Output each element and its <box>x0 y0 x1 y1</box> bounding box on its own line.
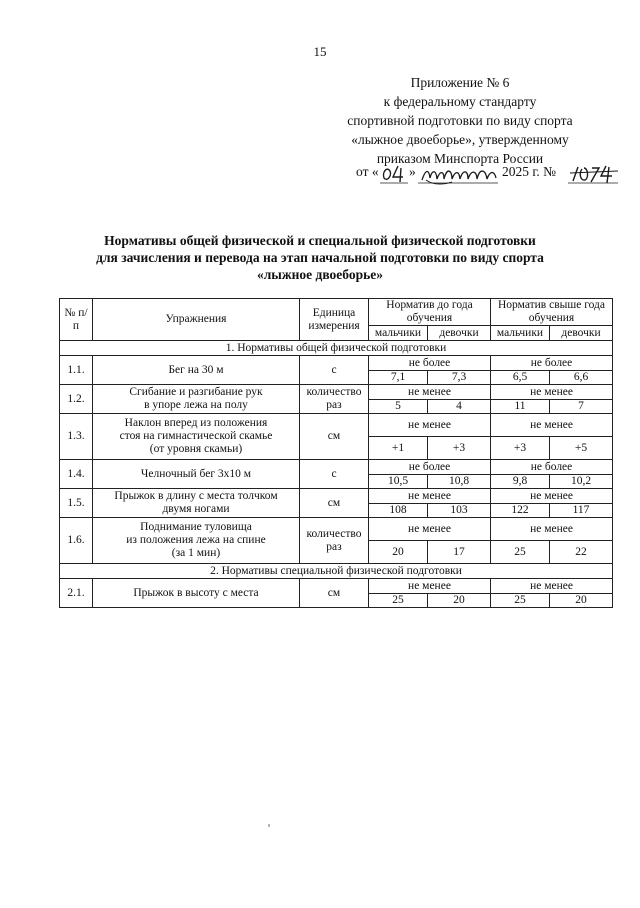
header-first-year: Норматив до года обучения <box>369 299 491 326</box>
condition-over-year: не менее <box>491 518 613 541</box>
header-girls: девочки <box>550 326 613 341</box>
value-girls-first-year: 7,3 <box>428 371 491 385</box>
table-row <box>60 489 613 504</box>
exercise-name: Сгибание и разгибание рук в упоре лежа на полу <box>93 385 300 414</box>
header-boys: мальчики <box>369 326 428 341</box>
unit-cell: см <box>300 414 369 460</box>
order-prefix: от « <box>356 164 379 179</box>
table-row <box>60 579 613 594</box>
table-row <box>60 385 613 400</box>
title-line: «лыжное двоеборье» <box>256 267 384 282</box>
appendix-line: к федеральному стандарту <box>383 94 537 109</box>
value-boys-over-year: 25 <box>491 541 550 564</box>
row-number: 1.3. <box>60 414 93 460</box>
value-girls-over-year: 10,2 <box>550 475 613 489</box>
condition-over-year: не более <box>491 460 613 475</box>
title-line: для зачисления и перевода на этап начальной подготовки по виду спорта <box>96 250 544 265</box>
row-number: 2.1. <box>60 579 93 608</box>
order-handwriting <box>356 164 626 190</box>
condition-first-year: не менее <box>369 518 491 541</box>
exercise-name: Прыжок в длину с места толчком двумя ногами <box>93 489 300 518</box>
value-girls-over-year: 20 <box>550 594 613 608</box>
value-girls-first-year: 17 <box>428 541 491 564</box>
value-boys-first-year: 5 <box>369 400 428 414</box>
value-boys-over-year: 122 <box>491 504 550 518</box>
value-girls-first-year: 4 <box>428 400 491 414</box>
exercise-name: Наклон вперед из положения стоя на гимнастической скамье (от уровня скамьи) <box>93 414 300 460</box>
appendix-line: приказом Минспорта России <box>376 151 544 166</box>
condition-first-year: не менее <box>369 579 491 594</box>
header-unit: Единица измерения <box>300 299 369 341</box>
value-girls-first-year: 10,8 <box>428 475 491 489</box>
condition-first-year: не менее <box>369 385 491 400</box>
order-year: 2025 г. № <box>502 164 557 179</box>
condition-first-year: не менее <box>369 414 491 437</box>
value-boys-over-year: 25 <box>491 594 550 608</box>
value-boys-first-year: +1 <box>369 437 428 460</box>
signature-day-stroke <box>384 169 391 179</box>
header-girls: девочки <box>428 326 491 341</box>
exercise-name: Бег на 30 м <box>93 356 300 385</box>
row-number: 1.4. <box>60 460 93 489</box>
document-title <box>40 232 600 283</box>
appendix-header <box>300 73 620 168</box>
section-row <box>60 341 613 356</box>
row-number: 1.1. <box>60 356 93 385</box>
value-girls-over-year: 7 <box>550 400 613 414</box>
value-girls-over-year: 117 <box>550 504 613 518</box>
condition-over-year: не более <box>491 356 613 371</box>
value-girls-over-year: 22 <box>550 541 613 564</box>
value-girls-first-year: 103 <box>428 504 491 518</box>
unit-cell: с <box>300 460 369 489</box>
section-title: 1. Нормативы общей физической подготовки <box>60 341 613 356</box>
condition-first-year: не менее <box>369 489 491 504</box>
value-boys-over-year: 6,5 <box>491 371 550 385</box>
appendix-line: Приложение № 6 <box>410 75 510 90</box>
table-row <box>60 414 613 437</box>
table-row <box>60 356 613 371</box>
unit-cell: с <box>300 356 369 385</box>
condition-over-year: не менее <box>491 414 613 437</box>
row-number: 1.5. <box>60 489 93 518</box>
table-row <box>60 460 613 475</box>
appendix-line: спортивной подготовки по виду спорта <box>347 113 573 128</box>
header-number: № п/п <box>60 299 93 341</box>
value-boys-over-year: 11 <box>491 400 550 414</box>
page-number: 15 <box>313 44 327 59</box>
section-row <box>60 564 613 579</box>
unit-cell: см <box>300 489 369 518</box>
condition-over-year: не менее <box>491 385 613 400</box>
value-boys-first-year: 10,5 <box>369 475 428 489</box>
condition-over-year: не менее <box>491 579 613 594</box>
unit-cell: см <box>300 579 369 608</box>
table-row <box>60 518 613 541</box>
condition-first-year: не более <box>369 356 491 371</box>
exercise-name: Челночный бег 3х10 м <box>93 460 300 489</box>
unit-cell: количество раз <box>300 518 369 564</box>
value-boys-first-year: 7,1 <box>369 371 428 385</box>
value-boys-first-year: 108 <box>369 504 428 518</box>
title-line: Нормативы общей физической и специальной физической подготовки <box>104 233 536 248</box>
appendix-line: «лыжное двоеборье», утвержденному <box>351 132 569 147</box>
scan-speck <box>268 824 270 827</box>
header-over-year: Норматив свыше года обучения <box>491 299 613 326</box>
norms-table <box>59 298 613 608</box>
condition-first-year: не более <box>369 460 491 475</box>
row-number: 1.6. <box>60 518 93 564</box>
exercise-name: Поднимание туловища из положения лежа на спине (за 1 мин) <box>93 518 300 564</box>
unit-cell: количество раз <box>300 385 369 414</box>
order-date-line <box>356 164 626 190</box>
exercise-name: Прыжок в высоту с места <box>93 579 300 608</box>
header-exercise: Упражнения <box>93 299 300 341</box>
value-girls-first-year: 20 <box>428 594 491 608</box>
value-boys-first-year: 20 <box>369 541 428 564</box>
row-number: 1.2. <box>60 385 93 414</box>
value-boys-first-year: 25 <box>369 594 428 608</box>
value-girls-first-year: +3 <box>428 437 491 460</box>
condition-over-year: не менее <box>491 489 613 504</box>
header-boys: мальчики <box>491 326 550 341</box>
order-quote-close: » <box>409 164 416 179</box>
value-girls-over-year: +5 <box>550 437 613 460</box>
value-girls-over-year: 6,6 <box>550 371 613 385</box>
norms-table-body <box>60 341 613 608</box>
section-title: 2. Нормативы специальной физической подготовки <box>60 564 613 579</box>
value-boys-over-year: 9,8 <box>491 475 550 489</box>
value-boys-over-year: +3 <box>491 437 550 460</box>
